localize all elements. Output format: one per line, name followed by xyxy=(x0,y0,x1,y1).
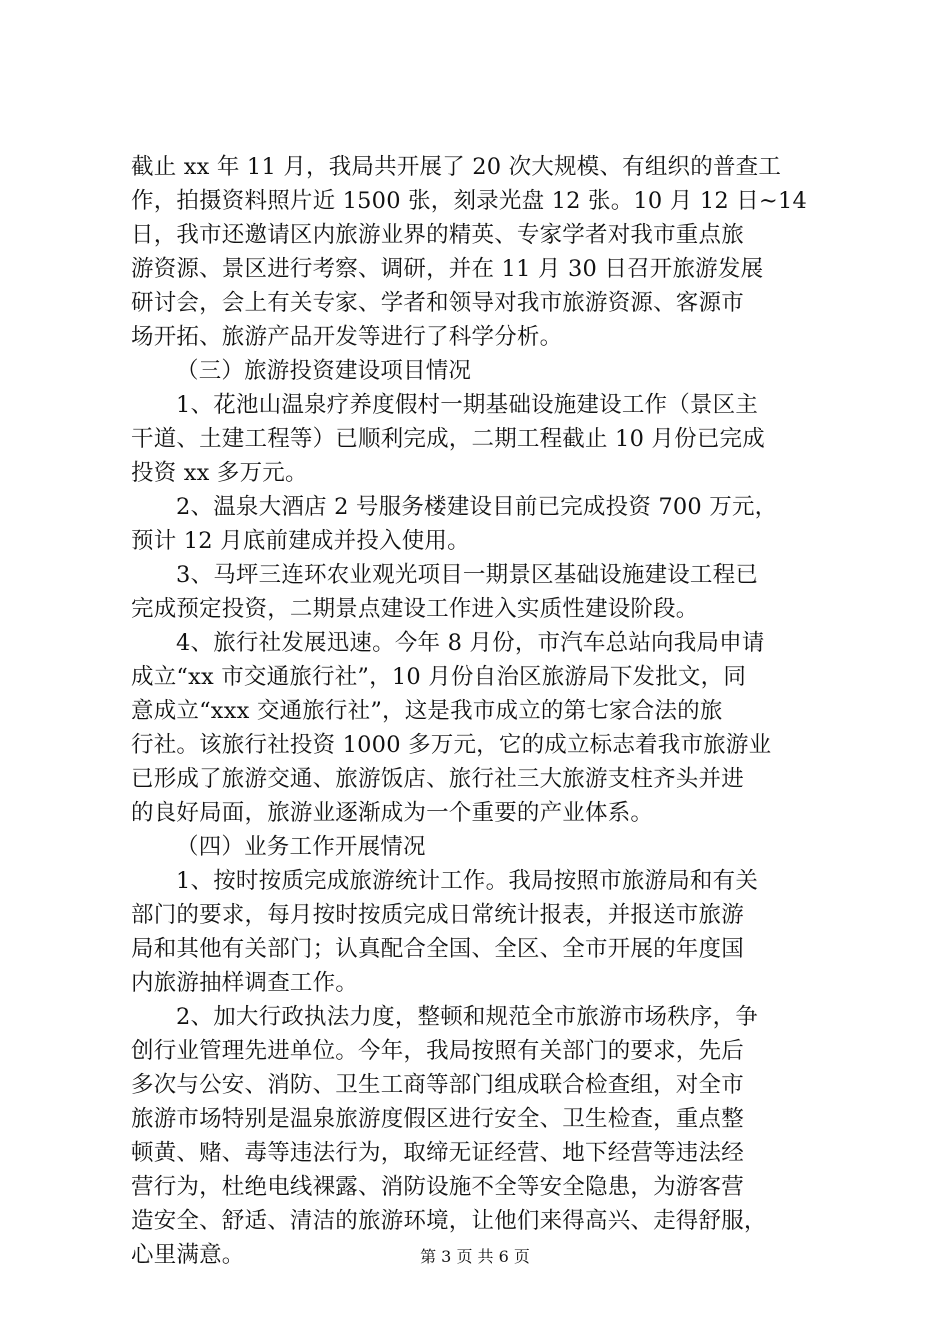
text-line: 截止 xx 年 11 月，我局共开展了 20 次大规模、有组织的普查工 xyxy=(131,154,782,180)
text-line: 4、旅行社发展迅速。今年 8 月份，市汽车总站向我局申请 xyxy=(176,630,765,656)
text-line: 1、花池山温泉疗养度假村一期基础设施建设工作（景区主 xyxy=(176,392,759,418)
text-line: 预计 12 月底前建成并投入使用。 xyxy=(131,528,470,554)
text-line: 游资源、景区进行考察、调研，并在 11 月 30 日召开旅游发展 xyxy=(131,256,764,282)
text-line: 1、按时按质完成旅游统计工作。我局按照市旅游局和有关 xyxy=(176,868,759,894)
text-line: 场开拓、旅游产品开发等进行了科学分析。 xyxy=(131,324,563,350)
section-heading: （三）旅游投资建设项目情况 xyxy=(176,358,472,384)
text-line: 部门的要求，每月按时按质完成日常统计报表，并报送市旅游 xyxy=(131,902,744,928)
text-line: 顿黄、赌、毒等违法行为，取缔无证经营、地下经营等违法经 xyxy=(131,1140,744,1166)
text-line: 造安全、舒适、清洁的旅游环境，让他们来得高兴、走得舒服， xyxy=(131,1208,767,1234)
text-line: 3、马坪三连环农业观光项目一期景区基础设施建设工程已 xyxy=(176,562,759,588)
text-line: 投资 xx 多万元。 xyxy=(131,460,308,486)
text-line: 营行为，杜绝电线裸露、消防设施不全等安全隐患，为游客营 xyxy=(131,1174,744,1200)
text-line: 完成预定投资，二期景点建设工作进入实质性建设阶段。 xyxy=(131,596,699,622)
text-line: 成立“xx 市交通旅行社”，10 月份自治区旅游局下发批文，同 xyxy=(131,664,747,690)
text-line: 2、温泉大酒店 2 号服务楼建设目前已完成投资 700 万元， xyxy=(176,494,778,520)
text-line: 意成立“xxx 交通旅行社”，这是我市成立的第七家合法的旅 xyxy=(131,698,723,724)
document-body xyxy=(131,150,831,1272)
text-line: 2、加大行政执法力度，整顿和规范全市旅游市场秩序，争 xyxy=(176,1004,759,1030)
text-line: 日，我市还邀请区内旅游业界的精英、专家学者对我市重点旅 xyxy=(131,222,744,248)
text-line: 创行业管理先进单位。今年，我局按照有关部门的要求，先后 xyxy=(131,1038,744,1064)
text-line: 行社。该旅行社投资 1000 多万元，它的成立标志着我市旅游业 xyxy=(131,732,772,758)
text-line: 多次与公安、消防、卫生工商等部门组成联合检查组，对全市 xyxy=(131,1072,744,1098)
text-line: 研讨会，会上有关专家、学者和领导对我市旅游资源、客源市 xyxy=(131,290,744,316)
text-line: 内旅游抽样调查工作。 xyxy=(131,970,359,996)
text-line: 心里满意。 xyxy=(131,1242,245,1268)
text-line: 局和其他有关部门；认真配合全国、全区、全市开展的年度国 xyxy=(131,936,744,962)
page-number-footer: 第 3 页 共 6 页 xyxy=(420,1247,530,1266)
text-line: 的良好局面，旅游业逐渐成为一个重要的产业体系。 xyxy=(131,800,654,826)
text-line: 旅游市场特别是温泉旅游度假区进行安全、卫生检查，重点整 xyxy=(131,1106,744,1132)
text-line: 已形成了旅游交通、旅游饭店、旅行社三大旅游支柱齐头并进 xyxy=(131,766,744,792)
text-line: 作，拍摄资料照片近 1500 张，刻录光盘 12 张。10 月 12 日~14 xyxy=(131,188,808,214)
text-line: 干道、土建工程等）已顺利完成，二期工程截止 10 月份已完成 xyxy=(131,426,765,452)
section-heading: （四）业务工作开展情况 xyxy=(176,834,426,860)
